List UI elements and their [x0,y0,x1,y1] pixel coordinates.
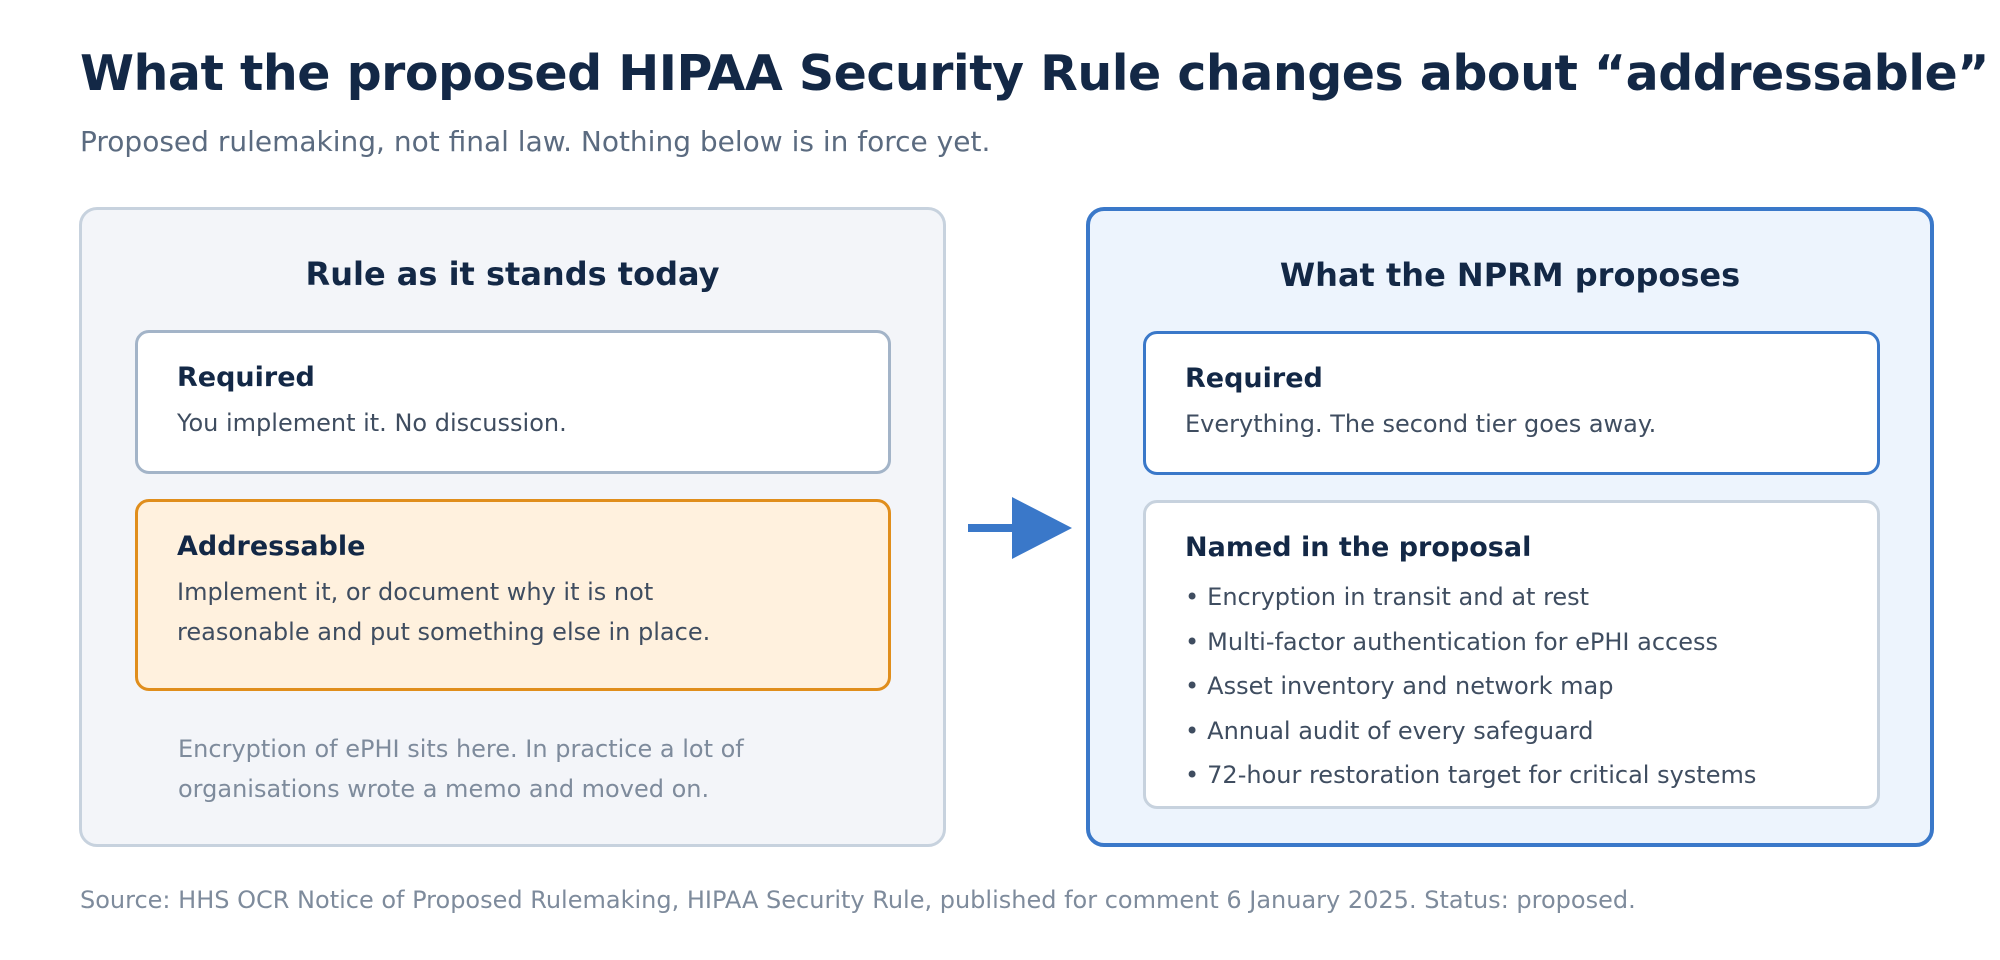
current-rule-heading: Rule as it stands today [305,255,720,293]
list-item [1185,664,1839,709]
current-rule-panel [79,207,946,847]
current-required-card [135,330,891,474]
bullet-icon: • [1185,761,1200,789]
list-item-text: Multi-factor authentication for ePHI access [1207,627,1719,656]
current-required-text: You implement it. No discussion. [177,409,567,437]
list-item [1185,709,1839,754]
bullet-icon: • [1185,672,1200,700]
current-rule-note: Encryption of ePHI sits here. In practice a lot of organisations wrote a memo and moved on. [178,735,744,803]
proposed-required-card [1143,331,1880,475]
source-note: Source: HHS OCR Notice of Proposed Rulemaking, HIPAA Security Rule, published for comment 6 January 2025. Status: proposed. [80,886,1636,914]
bullet-icon: • [1185,627,1200,656]
list-item-text: Encryption in transit and at rest [1207,583,1590,611]
list-item-text: Asset inventory and network map [1207,672,1614,700]
proposed-rule-panel [1086,207,1934,847]
page-subtitle: Proposed rulemaking, not final law. Nothing below is in force yet. [80,125,991,158]
proposed-rule-heading: What the NPRM proposes [1279,256,1741,294]
bullet-icon: • [1185,583,1200,611]
addressable-text: Implement it, or document why it is not reasonable and put something else in place. [177,578,711,646]
proposed-required-title: Required [1185,363,1323,394]
addressable-title: Addressable [177,531,366,562]
list-item [1185,620,1839,665]
named-in-proposal-card [1143,500,1880,809]
page-title: What the proposed HIPAA Security Rule changes about “addressable” [80,45,1989,102]
right-arrow-icon [968,497,1072,559]
bullet-icon: • [1185,716,1200,745]
proposed-required-text: Everything. The second tier goes away. [1185,410,1657,438]
named-in-proposal-title: Named in the proposal [1185,532,1532,563]
addressable-card [135,499,891,691]
current-required-title: Required [177,362,315,393]
named-in-proposal-list [1185,575,1839,798]
list-item [1185,575,1839,620]
list-item-text: 72-hour restoration target for critical systems [1207,761,1757,789]
list-item-text: Annual audit of every safeguard [1207,716,1594,745]
list-item [1185,753,1839,798]
